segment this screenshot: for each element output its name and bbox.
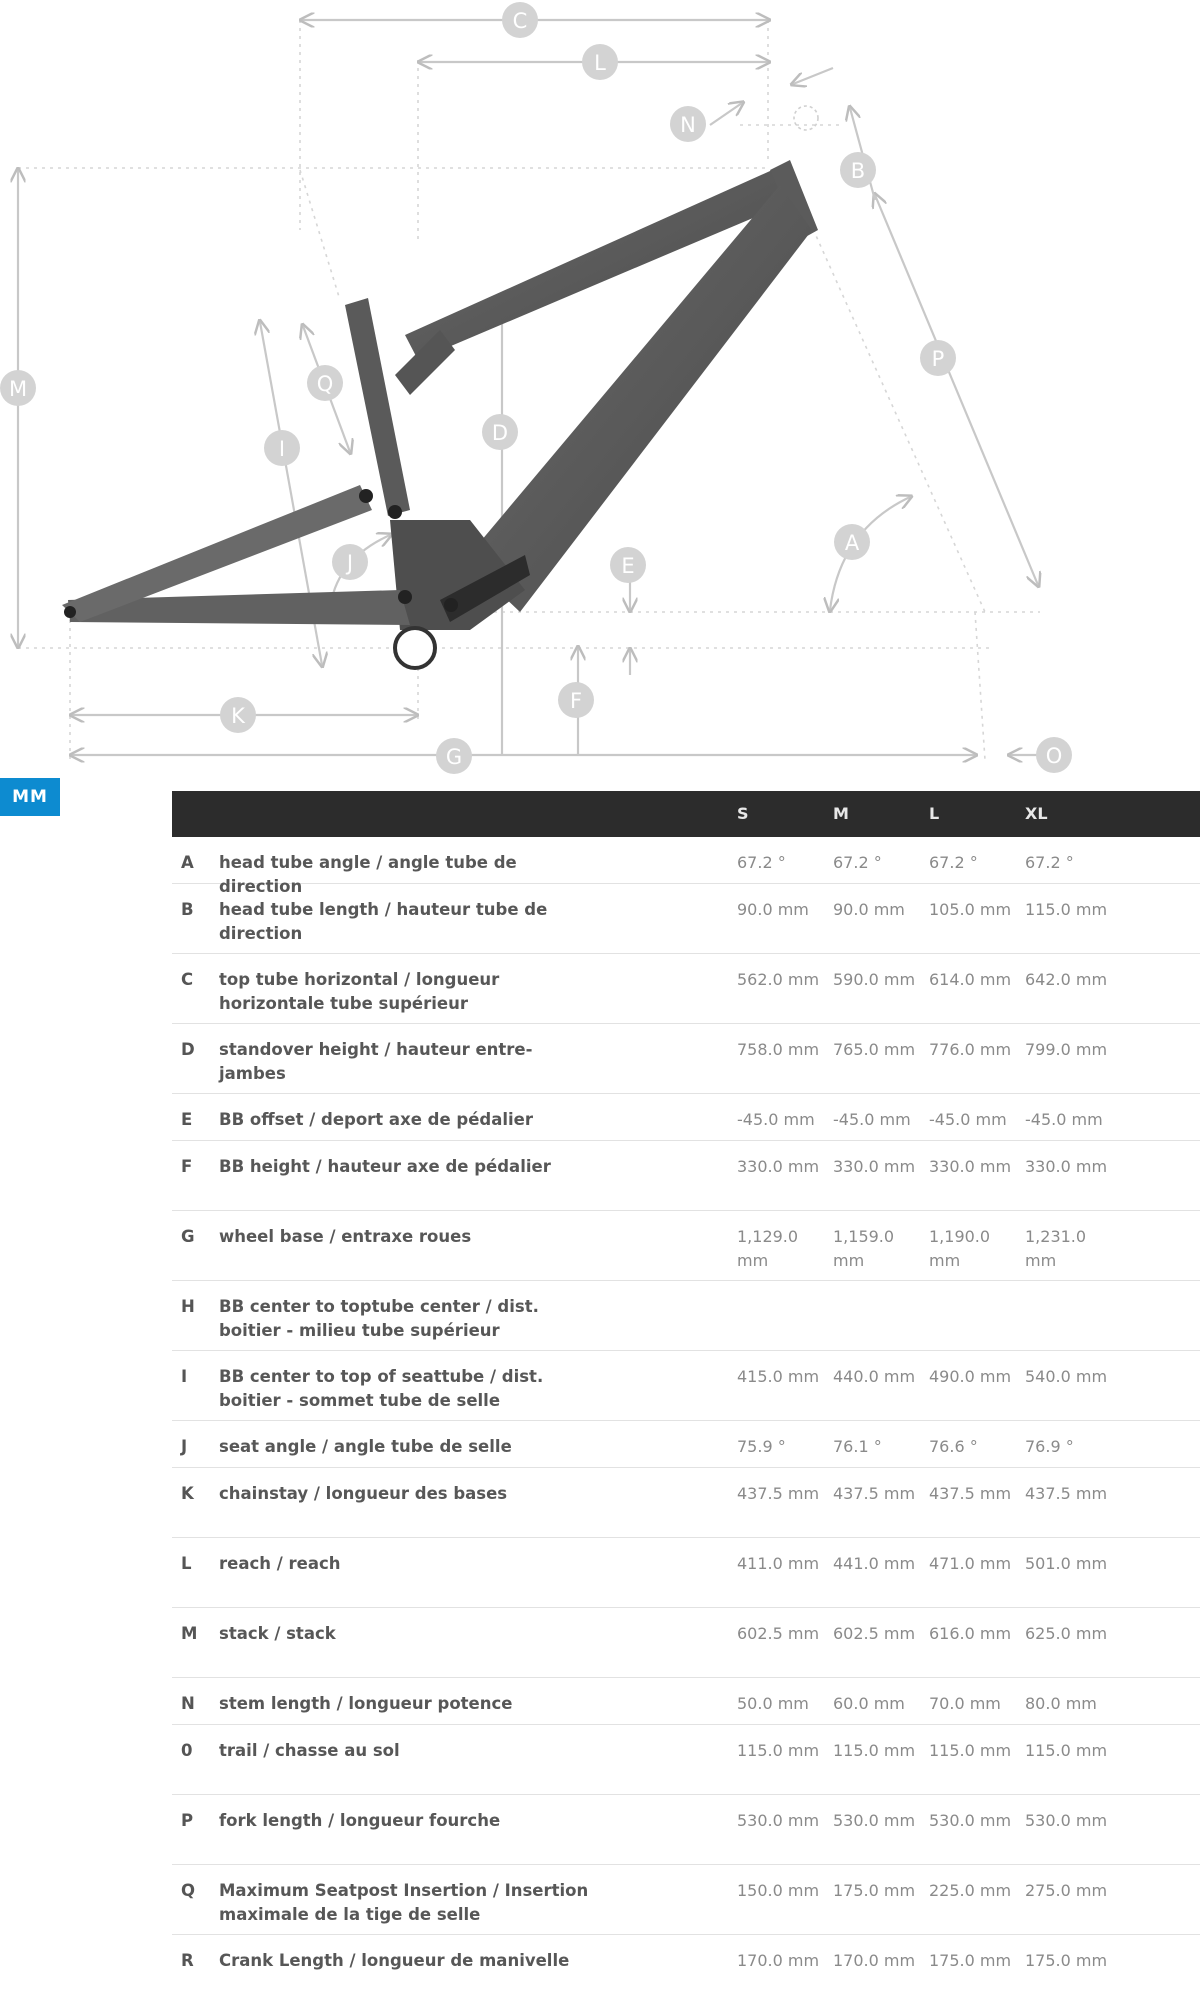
row-label: BB height / hauteur axe de pédalier [219,1157,551,1176]
column-header-xl: XL [1025,804,1048,823]
marker-Q [307,365,343,401]
value-m: 60.0 mm [833,1694,905,1713]
value-m: 441.0 mm [833,1554,916,1573]
value-m: 115.0 mm [833,1741,916,1760]
table-row [172,884,1200,954]
value-s: 437.5 mm [737,1484,820,1503]
value-xl: 115.0 mm [1025,1741,1108,1760]
marker-G [436,738,472,774]
row-letter: K [181,1484,194,1503]
value-m: 530.0 mm [833,1811,916,1830]
value-l: 490.0 mm [929,1367,1012,1386]
value-m: 330.0 mm [833,1157,916,1176]
value-xl: -45.0 mm [1025,1110,1103,1129]
table-row [172,1094,1200,1141]
value-s: 150.0 mm [737,1881,820,1900]
value-s: 50.0 mm [737,1694,809,1713]
value-s: 90.0 mm [737,900,809,919]
value-s: 562.0 mm [737,970,820,989]
value-xl: 799.0 mm [1025,1040,1108,1059]
marker-O [1036,737,1072,773]
row-label: reach / reach [219,1554,341,1573]
row-label: BB offset / deport axe de pédalier [219,1110,533,1129]
svg-text:F: F [569,689,583,713]
table-row [172,1865,1200,1935]
row-label: head tube length / hauteur tube de direction [219,900,548,943]
value-xl: 175.0 mm [1025,1951,1108,1970]
svg-text:L: L [594,51,606,75]
value-l: 175.0 mm [929,1951,1012,1970]
value-xl: 540.0 mm [1025,1367,1108,1386]
value-l: 67.2 ° [929,853,978,872]
guide-lines [18,20,1040,760]
svg-text:E: E [621,554,635,578]
value-m: 765.0 mm [833,1040,916,1059]
svg-text:J: J [346,551,354,575]
value-xl: 67.2 ° [1025,853,1074,872]
row-letter: A [181,853,194,872]
table-row [172,1935,1200,2004]
row-label: BB center to toptube center / dist. boitier - milieu tube supérieur [219,1297,539,1340]
value-s: 1,129.0 mm [737,1227,799,1270]
row-letter: 0 [181,1741,193,1760]
value-xl: 80.0 mm [1025,1694,1097,1713]
value-l: -45.0 mm [929,1110,1007,1129]
value-l: 437.5 mm [929,1484,1012,1503]
table-row [172,1468,1200,1538]
value-s: 75.9 ° [737,1437,786,1456]
svg-text:G: G [445,745,463,769]
row-label: stack / stack [219,1624,336,1643]
svg-text:Q: Q [316,372,334,396]
value-l: 471.0 mm [929,1554,1012,1573]
table-row [172,1538,1200,1608]
value-m: 90.0 mm [833,900,905,919]
value-m: 76.1 ° [833,1437,882,1456]
value-m: 67.2 ° [833,853,882,872]
svg-text:C: C [512,9,528,33]
row-letter: Q [181,1881,196,1900]
marker-C [502,2,538,38]
value-s: 602.5 mm [737,1624,820,1643]
value-s: 411.0 mm [737,1554,820,1573]
dimension-lines [18,20,1040,755]
value-xl: 530.0 mm [1025,1811,1108,1830]
value-l: 1,190.0 mm [929,1227,991,1270]
marker-A [834,524,870,560]
column-header-m: M [833,804,849,823]
row-letter: R [181,1951,194,1970]
marker-K [220,697,256,733]
row-label: seat angle / angle tube de selle [219,1437,512,1456]
row-letter: L [181,1554,192,1573]
bike-frame [62,160,818,668]
marker-P [920,340,956,376]
table-row [172,1678,1200,1725]
value-s: 530.0 mm [737,1811,820,1830]
marker-I [264,430,300,466]
marker-L [582,44,618,80]
value-l: 105.0 mm [929,900,1012,919]
value-s: 67.2 ° [737,853,786,872]
svg-text:B: B [850,159,866,183]
geometry-diagram [0,0,1200,775]
value-xl: 275.0 mm [1025,1881,1108,1900]
row-label: Crank Length / longueur de manivelle [219,1951,570,1970]
value-l: 115.0 mm [929,1741,1012,1760]
row-letter: B [181,900,194,919]
row-label: wheel base / entraxe roues [219,1227,472,1246]
column-header-l: L [929,804,940,823]
table-row [172,1608,1200,1678]
svg-text:N: N [680,113,696,137]
value-l: 70.0 mm [929,1694,1001,1713]
value-xl: 437.5 mm [1025,1484,1108,1503]
value-s: -45.0 mm [737,1110,815,1129]
value-xl: 501.0 mm [1025,1554,1108,1573]
row-letter: C [181,970,194,989]
value-xl: 76.9 ° [1025,1437,1074,1456]
table-row [172,1725,1200,1795]
row-label: chainstay / longueur des bases [219,1484,508,1503]
svg-text:K: K [231,704,245,728]
table-row [172,837,1200,896]
value-l: 76.6 ° [929,1437,978,1456]
value-l: 225.0 mm [929,1881,1012,1900]
row-letter: J [181,1437,188,1456]
row-letter: F [181,1157,193,1176]
value-l: 776.0 mm [929,1040,1012,1059]
table-row [172,1281,1200,1351]
value-s: 758.0 mm [737,1040,820,1059]
table-row [172,1421,1200,1468]
table-row [172,954,1200,1024]
svg-text:M: M [8,377,28,401]
row-label: standover height / hauteur entre-jambes [219,1040,533,1083]
table-header [172,791,1200,837]
row-label: top tube horizontal / longueur horizontale tube supérieur [219,970,500,1013]
row-label: BB center to top of seattube / dist. boitier - sommet tube de selle [219,1367,544,1410]
row-letter: G [181,1227,195,1246]
value-xl: 1,231.0 mm [1025,1227,1087,1270]
value-m: 1,159.0 mm [833,1227,895,1270]
svg-text:D: D [491,421,509,445]
row-letter: M [181,1624,198,1643]
table-row [172,1351,1200,1421]
value-m: -45.0 mm [833,1110,911,1129]
marker-B [840,152,876,188]
column-header-s: S [737,804,749,823]
row-letter: E [181,1110,193,1129]
value-m: 170.0 mm [833,1951,916,1970]
svg-text:O: O [1045,744,1063,768]
marker-F [558,682,594,718]
marker-J [332,544,368,580]
value-l: 330.0 mm [929,1157,1012,1176]
marker-M [0,370,36,406]
row-letter: H [181,1297,195,1316]
table-row [172,1211,1200,1281]
table-row [172,1795,1200,1865]
table-row [172,1141,1200,1211]
value-xl: 642.0 mm [1025,970,1108,989]
geometry-table [172,791,1200,2004]
row-letter: N [181,1694,195,1713]
value-l: 614.0 mm [929,970,1012,989]
svg-text:P: P [931,347,945,371]
value-l: 530.0 mm [929,1811,1012,1830]
value-m: 440.0 mm [833,1367,916,1386]
row-label: head tube angle / angle tube de direction [219,853,517,896]
row-label: Maximum Seatpost Insertion / Insertion maximale de la tige de selle [219,1881,589,1924]
row-letter: D [181,1040,195,1059]
row-letter: P [181,1811,194,1830]
value-m: 437.5 mm [833,1484,916,1503]
value-m: 175.0 mm [833,1881,916,1900]
unit-tab-mm[interactable]: MM [0,778,60,816]
marker-E [610,547,646,583]
value-s: 170.0 mm [737,1951,820,1970]
value-s: 330.0 mm [737,1157,820,1176]
value-s: 415.0 mm [737,1367,820,1386]
value-xl: 330.0 mm [1025,1157,1108,1176]
svg-text:I: I [278,437,286,461]
value-l: 616.0 mm [929,1624,1012,1643]
value-s: 115.0 mm [737,1741,820,1760]
row-label: stem length / longueur potence [219,1694,513,1713]
row-letter: I [181,1367,188,1386]
marker-N [670,106,706,142]
marker-D [482,414,518,450]
row-label: trail / chasse au sol [219,1741,400,1760]
value-m: 602.5 mm [833,1624,916,1643]
value-xl: 115.0 mm [1025,900,1108,919]
row-label: fork length / longueur fourche [219,1811,501,1830]
table-row [172,1024,1200,1094]
value-m: 590.0 mm [833,970,916,989]
svg-text:A: A [844,531,860,555]
value-xl: 625.0 mm [1025,1624,1108,1643]
